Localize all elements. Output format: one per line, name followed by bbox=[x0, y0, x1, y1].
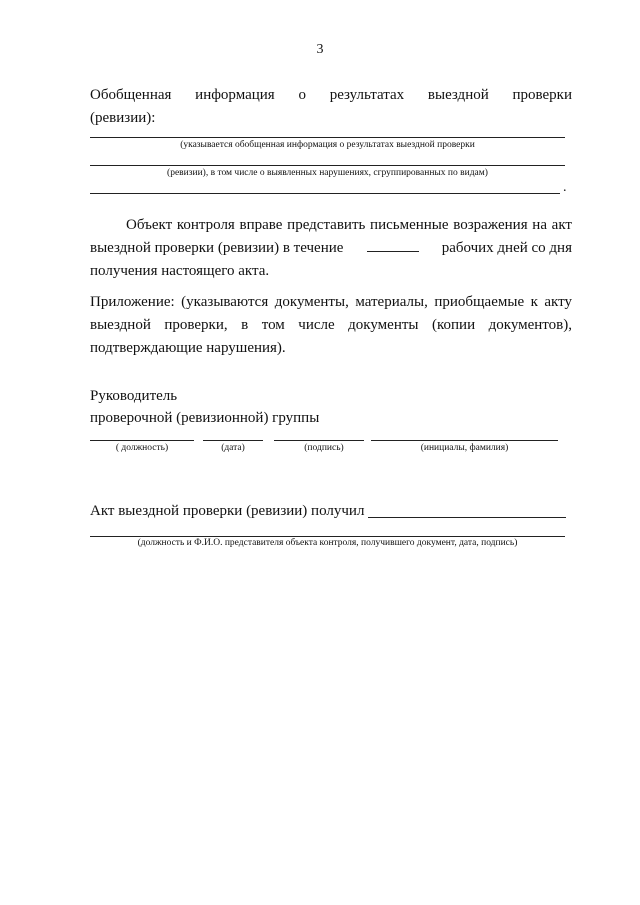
signature-line bbox=[274, 440, 364, 441]
objection-line-2-b: рабочих дней со дня bbox=[441, 240, 572, 256]
summary-fill-line-1 bbox=[90, 137, 565, 138]
objection-line-2 bbox=[90, 237, 572, 260]
appendix-line-3: подтверждающие нарушения). bbox=[90, 340, 286, 356]
receipt-fill-line bbox=[368, 517, 566, 518]
summary-line-1: Обобщенная информация о результатах выездной проверки bbox=[90, 87, 572, 103]
objection-line-3: получения настоящего акта. bbox=[90, 263, 270, 279]
objection-line-1: Объект контроля вправе представить письменные возражения на акт bbox=[126, 217, 572, 233]
signature-hint: (подпись) bbox=[304, 443, 344, 453]
appendix-line-1: Приложение: (указываются документы, материалы, приобщаемые к акту bbox=[90, 294, 572, 310]
summary-hint-2: (ревизии), в том числе о выявленных нарушениях, сгруппированных по видам) bbox=[167, 168, 488, 178]
head-line-2: проверочной (ревизионной) группы bbox=[90, 410, 320, 426]
position-hint: ( должность) bbox=[115, 443, 169, 453]
date-line bbox=[203, 440, 263, 441]
page-number: 3 bbox=[316, 42, 324, 57]
days-blank bbox=[367, 237, 419, 252]
summary-hint-1: (указывается обобщенная информация о результатах выездной проверки bbox=[180, 140, 475, 150]
date-hint: (дата) bbox=[221, 443, 245, 453]
name-line bbox=[371, 440, 558, 441]
objection-line-2-a: выездной проверки (ревизии) в течение bbox=[90, 240, 344, 256]
summary-end-dot: . bbox=[563, 180, 567, 195]
summary-fill-line-3 bbox=[90, 193, 560, 194]
summary-line-2: (ревизии): bbox=[90, 110, 156, 126]
head-line-1: Руководитель bbox=[90, 388, 178, 404]
name-hint: (инициалы, фамилия) bbox=[420, 443, 509, 453]
receipt-fill-line-2 bbox=[90, 536, 565, 537]
position-line bbox=[90, 440, 194, 441]
receipt-hint: (должность и Ф.И.О. представителя объекта контроля, получившего документ, дата, подпись) bbox=[137, 538, 518, 548]
receipt-label: Акт выездной проверки (ревизии) получил bbox=[90, 503, 365, 519]
summary-fill-line-2 bbox=[90, 165, 565, 166]
appendix-line-2: выездной проверки, в том числе документы (копии документов), bbox=[90, 317, 572, 333]
